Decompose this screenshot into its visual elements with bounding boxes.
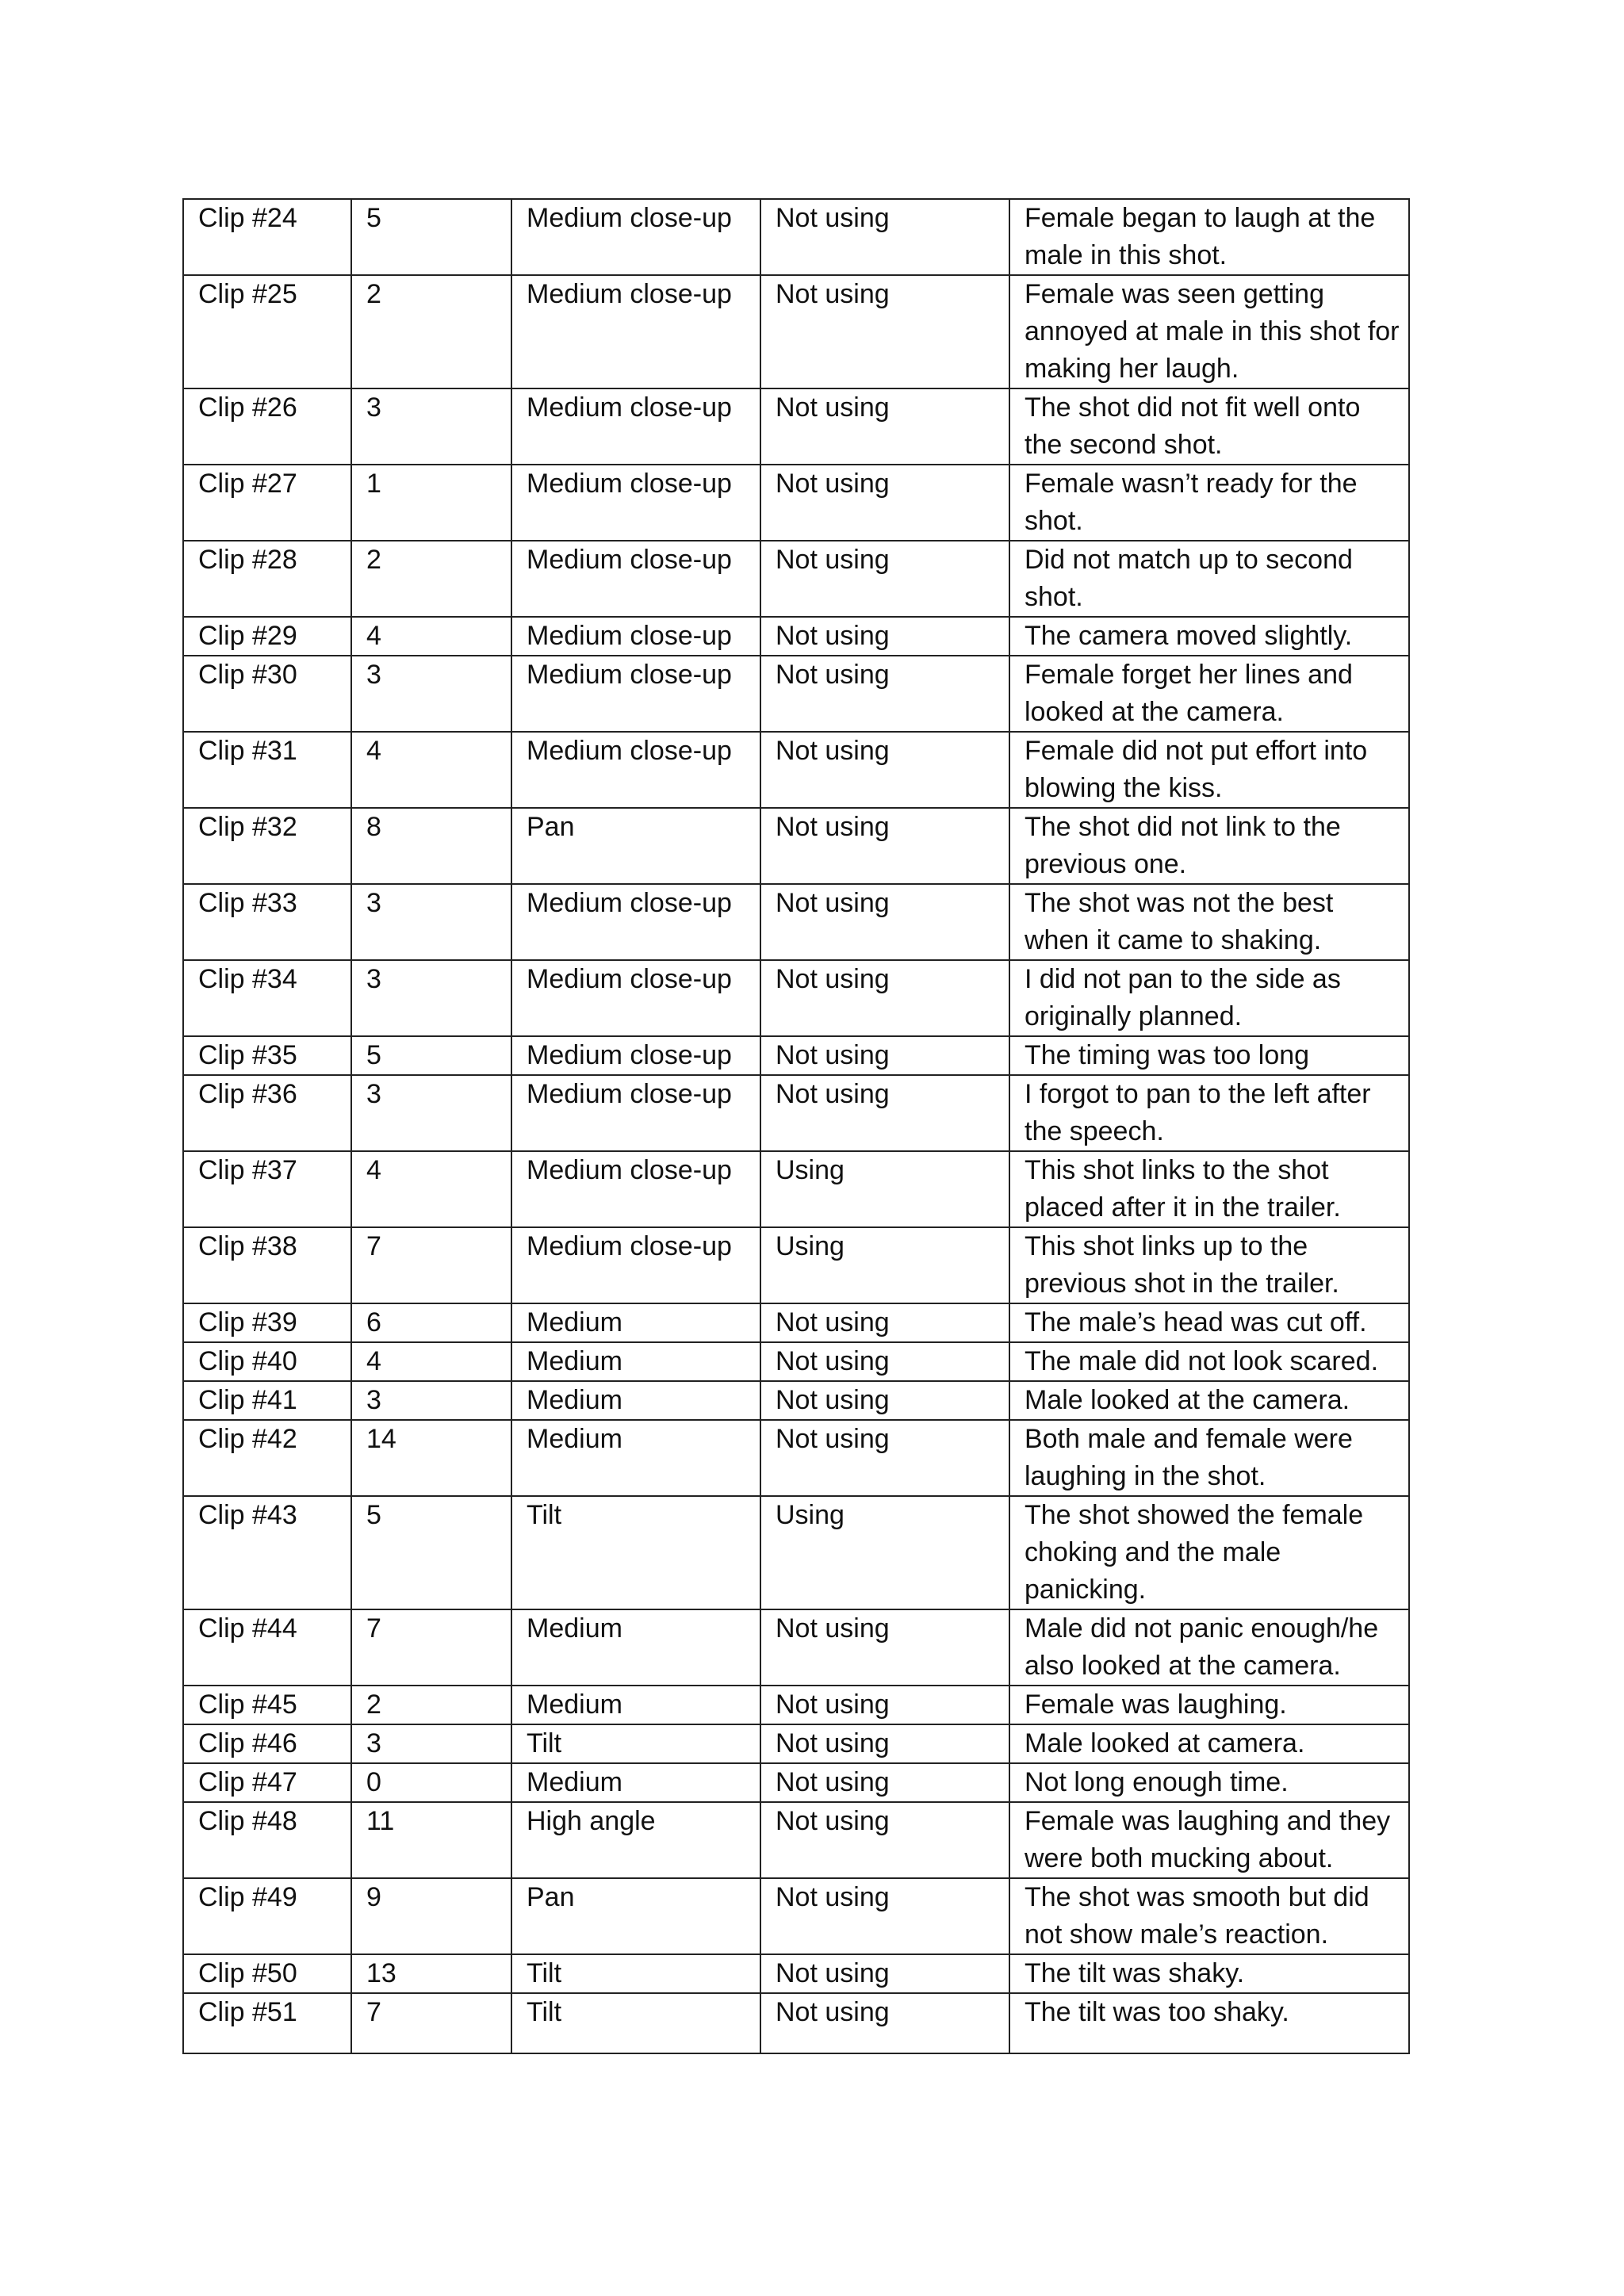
notes-cell: Not long enough time. [1009, 1763, 1409, 1802]
notes-cell: The shot did not link to the previous one. [1009, 808, 1409, 884]
table-row [183, 960, 1409, 1036]
usage-status-cell: Not using [760, 1878, 1009, 1954]
usage-status-cell: Not using [760, 1724, 1009, 1763]
table-row [183, 617, 1409, 656]
clip-length-cell: 13 [351, 1954, 511, 1993]
clip-length-cell: 6 [351, 1303, 511, 1342]
shot-type-cell: Medium close-up [511, 656, 760, 732]
shot-type-cell: Medium [511, 1609, 760, 1686]
notes-cell: The tilt was too shaky. [1009, 1993, 1409, 2053]
shot-type-cell: Medium close-up [511, 1151, 760, 1227]
usage-status-cell: Not using [760, 199, 1009, 275]
table-row [183, 1609, 1409, 1686]
usage-status-cell: Using [760, 1227, 1009, 1303]
clip-length-cell: 11 [351, 1802, 511, 1878]
clip-number-cell: Clip #42 [183, 1420, 351, 1496]
table-row [183, 1381, 1409, 1420]
clip-number-cell: Clip #37 [183, 1151, 351, 1227]
clip-length-cell: 3 [351, 1381, 511, 1420]
clip-length-cell: 4 [351, 732, 511, 808]
shot-type-cell: Pan [511, 1878, 760, 1954]
notes-cell: The camera moved slightly. [1009, 617, 1409, 656]
table-row [183, 808, 1409, 884]
notes-cell: Female was laughing and they were both mucking about. [1009, 1802, 1409, 1878]
clip-number-cell: Clip #36 [183, 1075, 351, 1151]
shot-type-cell: Tilt [511, 1993, 760, 2053]
notes-cell: The shot showed the female choking and the male panicking. [1009, 1496, 1409, 1609]
notes-cell: Both male and female were laughing in the shot. [1009, 1420, 1409, 1496]
clip-number-cell: Clip #49 [183, 1878, 351, 1954]
notes-cell: Female was seen getting annoyed at male in this shot for making her laugh. [1009, 275, 1409, 388]
clip-length-cell: 9 [351, 1878, 511, 1954]
clip-length-cell: 3 [351, 1075, 511, 1151]
notes-cell: The shot was smooth but did not show male’s reaction. [1009, 1878, 1409, 1954]
notes-cell: The shot did not fit well onto the second shot. [1009, 388, 1409, 465]
shot-type-cell: Medium close-up [511, 275, 760, 388]
clip-number-cell: Clip #41 [183, 1381, 351, 1420]
clip-log-table [182, 198, 1410, 2054]
notes-cell: Male did not panic enough/he also looked at the camera. [1009, 1609, 1409, 1686]
clip-number-cell: Clip #51 [183, 1993, 351, 2053]
clip-number-cell: Clip #24 [183, 199, 351, 275]
table-row [183, 1420, 1409, 1496]
notes-cell: Female was laughing. [1009, 1686, 1409, 1724]
clip-number-cell: Clip #27 [183, 465, 351, 541]
clip-length-cell: 3 [351, 388, 511, 465]
clip-length-cell: 7 [351, 1609, 511, 1686]
table-row [183, 1878, 1409, 1954]
clip-number-cell: Clip #45 [183, 1686, 351, 1724]
clip-length-cell: 4 [351, 1151, 511, 1227]
clip-number-cell: Clip #38 [183, 1227, 351, 1303]
table-row [183, 1151, 1409, 1227]
table-row [183, 656, 1409, 732]
clip-length-cell: 3 [351, 1724, 511, 1763]
usage-status-cell: Not using [760, 1609, 1009, 1686]
usage-status-cell: Not using [760, 1036, 1009, 1075]
table-row [183, 884, 1409, 960]
clip-number-cell: Clip #43 [183, 1496, 351, 1609]
shot-type-cell: Medium close-up [511, 388, 760, 465]
usage-status-cell: Not using [760, 617, 1009, 656]
table-row [183, 1303, 1409, 1342]
usage-status-cell: Not using [760, 1342, 1009, 1381]
usage-status-cell: Not using [760, 1763, 1009, 1802]
notes-cell: The shot was not the best when it came to shaking. [1009, 884, 1409, 960]
usage-status-cell: Not using [760, 1802, 1009, 1878]
table-row [183, 732, 1409, 808]
clip-number-cell: Clip #30 [183, 656, 351, 732]
clip-length-cell: 2 [351, 1686, 511, 1724]
clip-length-cell: 7 [351, 1993, 511, 2053]
notes-cell: The tilt was shaky. [1009, 1954, 1409, 1993]
notes-cell: Did not match up to second shot. [1009, 541, 1409, 617]
table-row [183, 1993, 1409, 2053]
usage-status-cell: Not using [760, 1381, 1009, 1420]
shot-type-cell: Medium close-up [511, 1227, 760, 1303]
clip-length-cell: 4 [351, 1342, 511, 1381]
usage-status-cell: Not using [760, 1686, 1009, 1724]
shot-type-cell: Medium close-up [511, 541, 760, 617]
clip-number-cell: Clip #50 [183, 1954, 351, 1993]
shot-type-cell: Medium [511, 1420, 760, 1496]
shot-type-cell: Medium close-up [511, 465, 760, 541]
clip-number-cell: Clip #44 [183, 1609, 351, 1686]
shot-type-cell: Medium [511, 1686, 760, 1724]
usage-status-cell: Not using [760, 388, 1009, 465]
usage-status-cell: Not using [760, 1303, 1009, 1342]
usage-status-cell: Not using [760, 1954, 1009, 1993]
notes-cell: This shot links up to the previous shot in the trailer. [1009, 1227, 1409, 1303]
table-row [183, 1227, 1409, 1303]
clip-length-cell: 1 [351, 465, 511, 541]
clip-number-cell: Clip #34 [183, 960, 351, 1036]
clip-length-cell: 3 [351, 960, 511, 1036]
notes-cell: Female forget her lines and looked at the camera. [1009, 656, 1409, 732]
table-row [183, 1075, 1409, 1151]
usage-status-cell: Not using [760, 732, 1009, 808]
shot-type-cell: Pan [511, 808, 760, 884]
usage-status-cell: Not using [760, 275, 1009, 388]
usage-status-cell: Not using [760, 1075, 1009, 1151]
notes-cell: I did not pan to the side as originally planned. [1009, 960, 1409, 1036]
clip-length-cell: 7 [351, 1227, 511, 1303]
table-row [183, 1954, 1409, 1993]
clip-number-cell: Clip #28 [183, 541, 351, 617]
clip-length-cell: 5 [351, 1036, 511, 1075]
notes-cell: I forgot to pan to the left after the speech. [1009, 1075, 1409, 1151]
clip-length-cell: 4 [351, 617, 511, 656]
clip-length-cell: 2 [351, 541, 511, 617]
clip-number-cell: Clip #39 [183, 1303, 351, 1342]
notes-cell: Female wasn’t ready for the shot. [1009, 465, 1409, 541]
usage-status-cell: Using [760, 1496, 1009, 1609]
shot-type-cell: Tilt [511, 1724, 760, 1763]
clip-length-cell: 5 [351, 1496, 511, 1609]
table-row [183, 1036, 1409, 1075]
notes-cell: Female began to laugh at the male in this shot. [1009, 199, 1409, 275]
shot-type-cell: Medium [511, 1381, 760, 1420]
usage-status-cell: Not using [760, 1993, 1009, 2053]
usage-status-cell: Not using [760, 884, 1009, 960]
clip-log-body [183, 199, 1409, 2053]
shot-type-cell: Tilt [511, 1496, 760, 1609]
clip-number-cell: Clip #26 [183, 388, 351, 465]
notes-cell: The male’s head was cut off. [1009, 1303, 1409, 1342]
usage-status-cell: Not using [760, 960, 1009, 1036]
clip-length-cell: 3 [351, 656, 511, 732]
shot-type-cell: Medium close-up [511, 960, 760, 1036]
clip-number-cell: Clip #31 [183, 732, 351, 808]
table-row [183, 199, 1409, 275]
clip-length-cell: 0 [351, 1763, 511, 1802]
notes-cell: The timing was too long [1009, 1036, 1409, 1075]
usage-status-cell: Not using [760, 465, 1009, 541]
clip-number-cell: Clip #47 [183, 1763, 351, 1802]
table-row [183, 1496, 1409, 1609]
table-row [183, 1763, 1409, 1802]
shot-type-cell: Medium close-up [511, 1075, 760, 1151]
table-row [183, 1342, 1409, 1381]
usage-status-cell: Not using [760, 541, 1009, 617]
shot-type-cell: High angle [511, 1802, 760, 1878]
notes-cell: Male looked at camera. [1009, 1724, 1409, 1763]
shot-type-cell: Tilt [511, 1954, 760, 1993]
shot-type-cell: Medium close-up [511, 732, 760, 808]
clip-number-cell: Clip #25 [183, 275, 351, 388]
notes-cell: Male looked at the camera. [1009, 1381, 1409, 1420]
table-row [183, 465, 1409, 541]
table-row [183, 388, 1409, 465]
clip-number-cell: Clip #33 [183, 884, 351, 960]
usage-status-cell: Not using [760, 656, 1009, 732]
shot-type-cell: Medium [511, 1342, 760, 1381]
table-row [183, 541, 1409, 617]
shot-type-cell: Medium close-up [511, 199, 760, 275]
shot-type-cell: Medium [511, 1303, 760, 1342]
clip-length-cell: 14 [351, 1420, 511, 1496]
clip-length-cell: 5 [351, 199, 511, 275]
clip-number-cell: Clip #40 [183, 1342, 351, 1381]
clip-length-cell: 2 [351, 275, 511, 388]
table-row [183, 275, 1409, 388]
clip-length-cell: 8 [351, 808, 511, 884]
shot-type-cell: Medium close-up [511, 617, 760, 656]
usage-status-cell: Not using [760, 808, 1009, 884]
notes-cell: The male did not look scared. [1009, 1342, 1409, 1381]
clip-number-cell: Clip #35 [183, 1036, 351, 1075]
table-row [183, 1724, 1409, 1763]
notes-cell: Female did not put effort into blowing the kiss. [1009, 732, 1409, 808]
clip-number-cell: Clip #32 [183, 808, 351, 884]
usage-status-cell: Using [760, 1151, 1009, 1227]
clip-length-cell: 3 [351, 884, 511, 960]
shot-type-cell: Medium close-up [511, 1036, 760, 1075]
shot-type-cell: Medium close-up [511, 884, 760, 960]
table-row [183, 1802, 1409, 1878]
clip-number-cell: Clip #29 [183, 617, 351, 656]
shot-type-cell: Medium [511, 1763, 760, 1802]
notes-cell: This shot links to the shot placed after it in the trailer. [1009, 1151, 1409, 1227]
usage-status-cell: Not using [760, 1420, 1009, 1496]
clip-number-cell: Clip #46 [183, 1724, 351, 1763]
table-row [183, 1686, 1409, 1724]
clip-number-cell: Clip #48 [183, 1802, 351, 1878]
